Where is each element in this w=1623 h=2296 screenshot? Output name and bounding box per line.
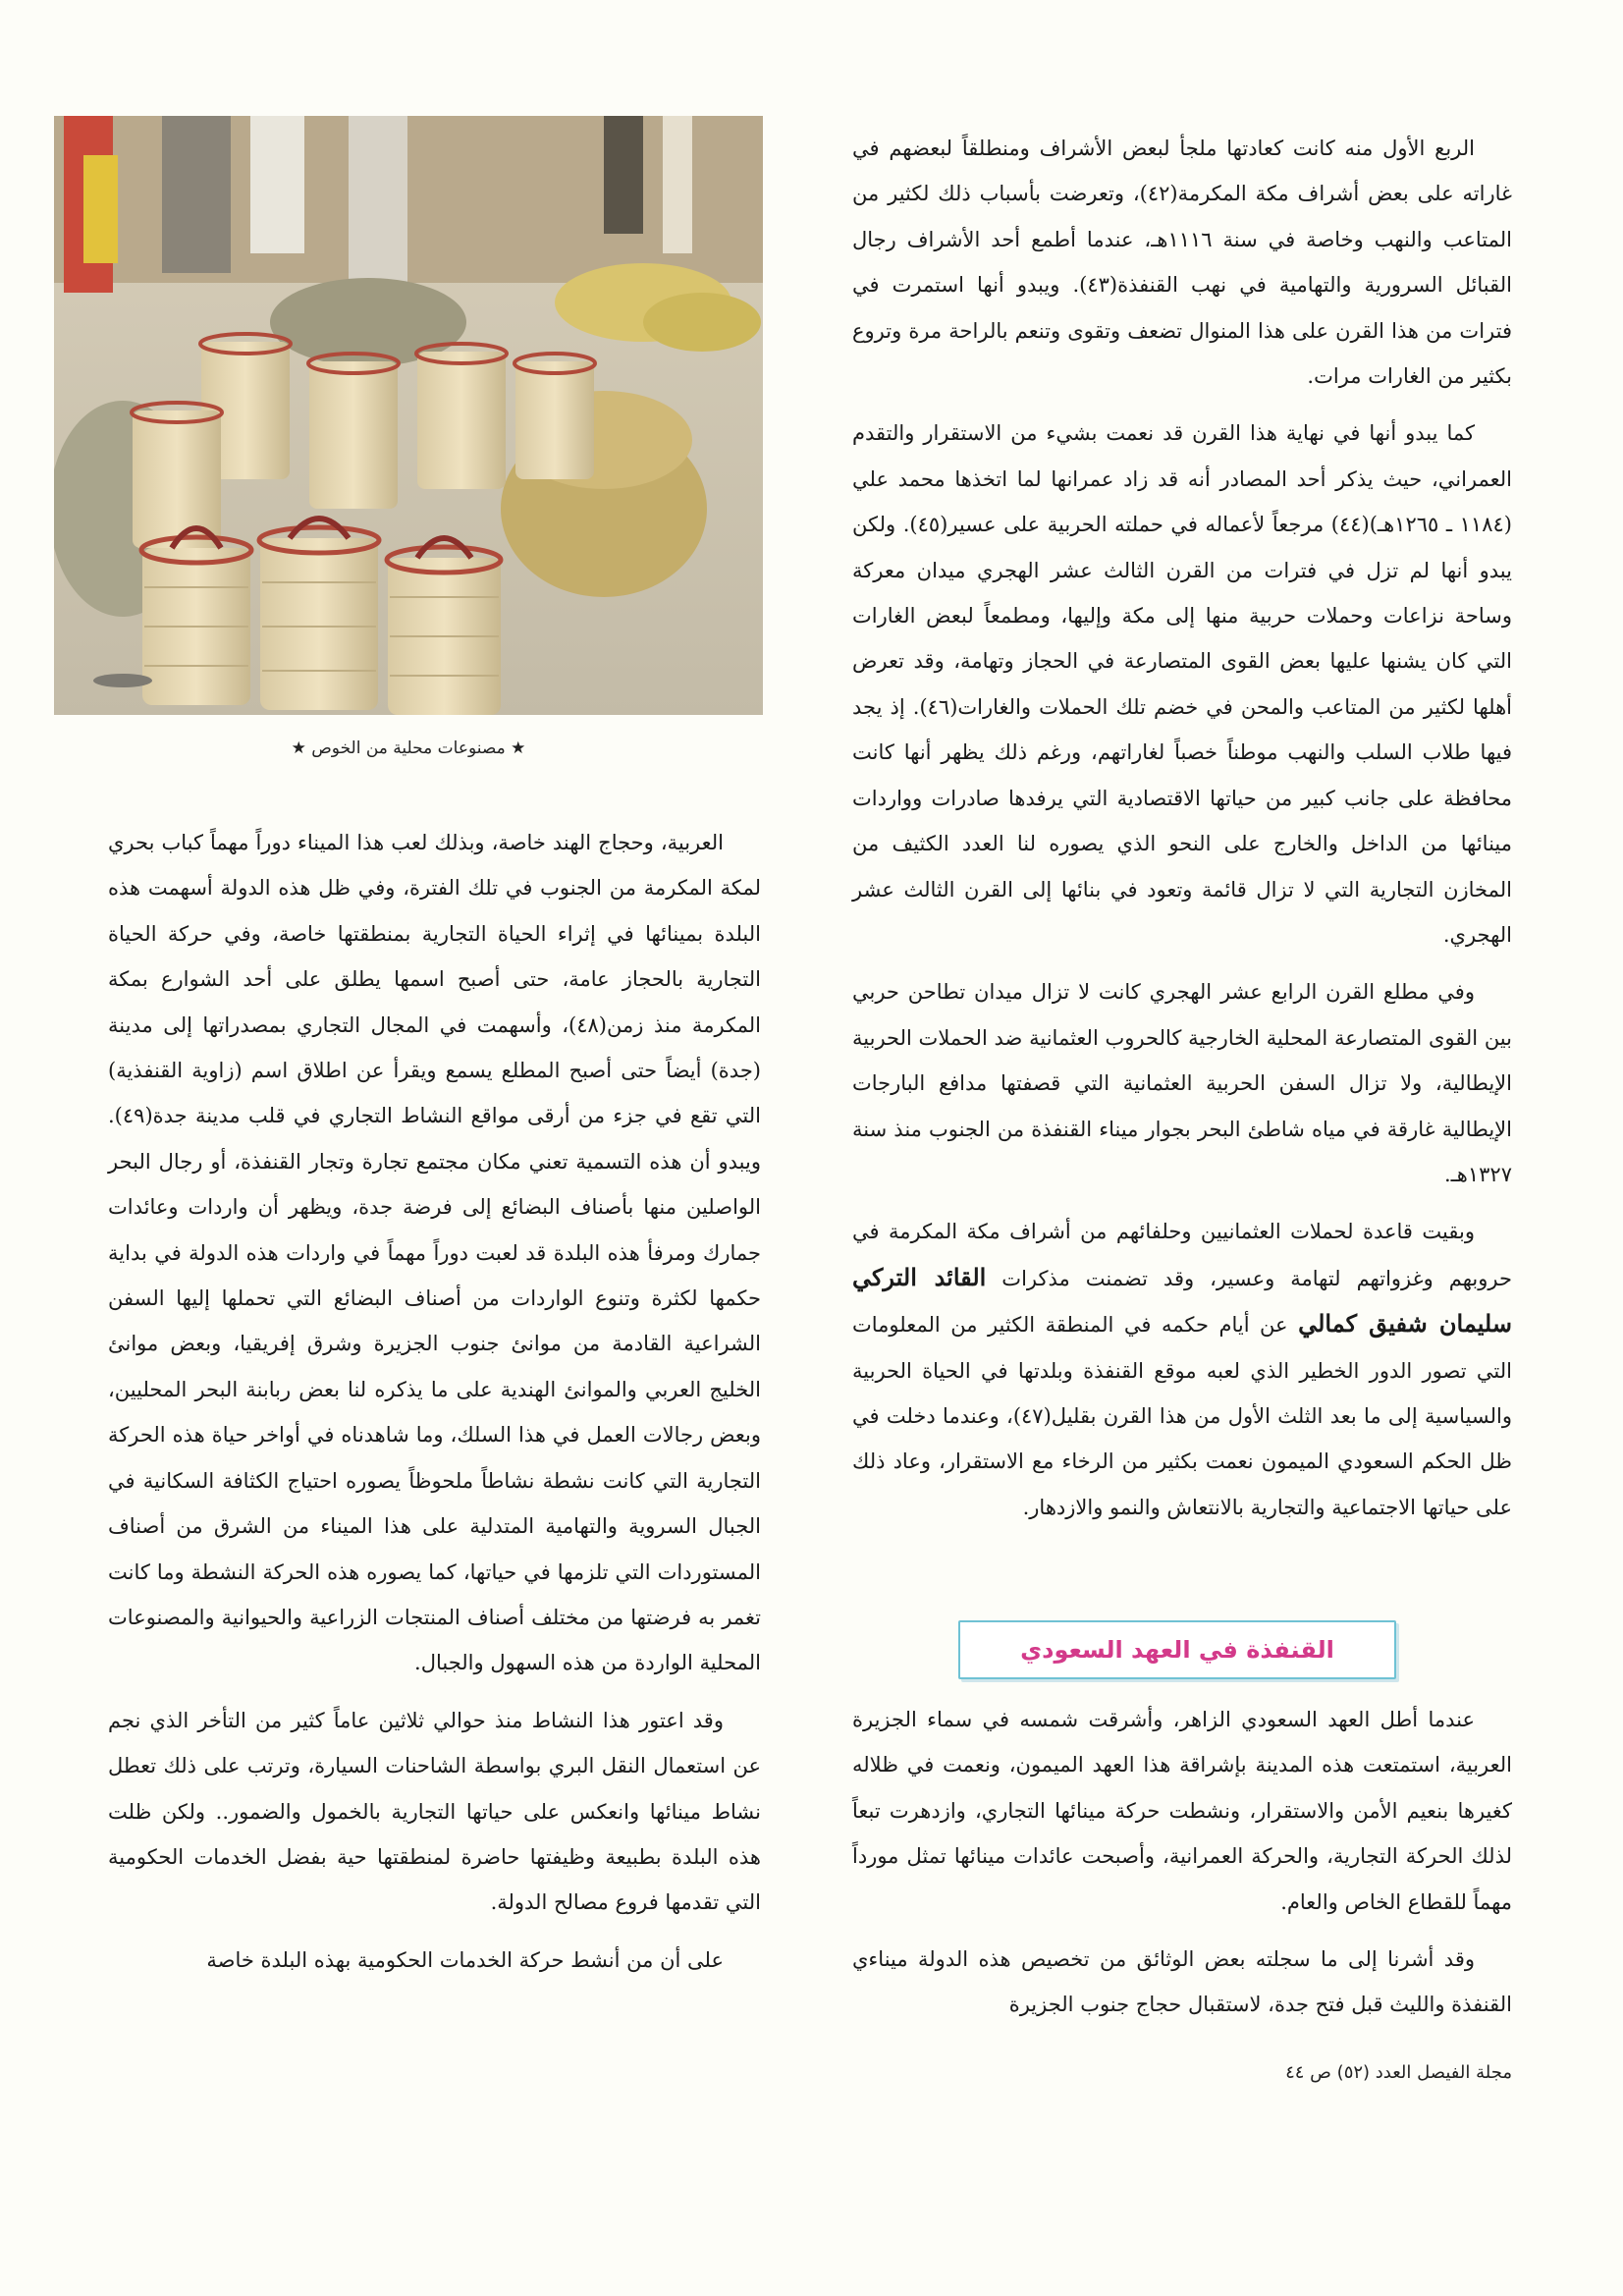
paragraph: على أن من أنشط حركة الخدمات الحكومية بهذه البلدة خاصة: [206, 1947, 724, 1972]
paragraph: وقد أشرنا إلى ما سجلته بعض الوثائق من تخصيص هذه الدولة ميناءي القنفذة والليث قبل فتح جدة، لاستقبال حجاج جنوب الجزيرة: [852, 1947, 1512, 2017]
paragraph-text: وبقيت قاعدة لحملات العثمانيين وحلفائهم من أشراف مكة المكرمة في حروبهم وغزواتهم لتهامة وعسير، وقد تضمنت مذكرات: [852, 1220, 1512, 1290]
paragraph: وفي مطلع القرن الرابع عشر الهجري كانت لا تزال ميدان تطاحن حربي بين القوى المتصارعة المحلية الخارجية كالحروب العثمانية ضد الحملات الحربية الإيطالية، ولا تزال السفن الحربية العثمانية التي قصفتها مدافع البارجات الإيطالية غارقة في مياه شاطئ البحر بجوار ميناء القنفذة من الجنوب منذ سنة ١٣٢٧هـ.: [852, 980, 1512, 1186]
paragraph-text: عن أيام حكمه في المنطقة الكثير من المعلومات التي تصور الدور الخطير الذي لعبه موقع القنفذة وبلدتها في الحياة الحربية والسياسية إلى ما بعد الثلث الأول من هذا القرن بقليل(٤٧)، وعندما دخلت في ظل الحكم السعودي الميمون نعمت بكثير من الرخاء مع الاستقرار، وعاد ذلك على حياتها الاجتماعية والتجارية بالانتعاش والنمو والازدهار.: [852, 1313, 1513, 1519]
section-heading: القنفذة في العهد السعودي: [1020, 1636, 1334, 1664]
paragraph: [852, 1209, 1512, 1530]
right-column-bottom: [852, 1697, 1512, 2028]
baskets-illustration: [54, 116, 763, 715]
page-footer: مجلة الفيصل العدد (٥٢) ص ٤٤: [1285, 2062, 1512, 2083]
paragraph: الربع الأول منه كانت كعادتها ملجأ لبعض الأشراف ومنطلقاً لبعضهم في غاراته على بعض أشراف مكة المكرمة(٤٢)، وتعرضت بأسباب ذلك لكثير من المتاعب والنهب وخاصة في سنة ١١١٦هـ، عندما أطمع أحد الأشراف رجال القبائل السرورية والتهامية في نهب القنفذة(٤٣). ويبدو أنها استمرت في فترات من هذا القرن على هذا المنوال تضعف وتقوى وتنعم بالراحة مرة وتروع بكثير من الغارات مرات.: [852, 137, 1512, 389]
paragraph: وقد اعتور هذا النشاط منذ حوالي ثلاثين عاماً كثير من التأخر الذي نجم عن استعمال النقل البري بواسطة الشاحنات السيارة، وترتب على ذلك تعطل نشاط مينائها وانعكس على حياتها التجارية بالخمول والضمور.. ولكن ظلت هذه البلدة بطبيعة وظيفتها حاضرة لمنطقتها حية بفضل الخدمات الحكومية التي تقدمها فروع مصالح الدولة.: [108, 1708, 761, 1915]
paragraph: عندما أطل العهد السعودي الزاهر، وأشرقت شمسه في سماء الجزيرة العربية، استمتعت هذه المدينة بإشراقة هذا العهد الميمون، ونعمت في ظلاله كغيرها بنعيم الأمن والاستقرار، ونشطت حركة مينائها التجاري، وازدهرت تبعاً لذلك الحركة التجارية، والحركة العمرانية، وأصبحت عائدات مينائها تمثل مورداً مهماً للقطاع الخاص والعام.: [852, 1708, 1512, 1914]
commander-name: القائد التركي سليمان شفيق كمالي: [852, 1262, 1512, 1339]
section-heading-box: [958, 1620, 1396, 1679]
left-column: [108, 820, 761, 1983]
paragraph: كما يبدو أنها في نهاية هذا القرن قد نعمت بشيء من الاستقرار والتقدم العمراني، حيث يذكر أحد المصادر أنه قد زاد عمرانها لما اتخذها محمد علي (١١٨٤ ـ ١٢٦٥هـ)(٤٤) مرجعاً لأعماله في حملته الحربية على عسير(٤٥). ولكن يبدو أنها لم تزل في فترات من القرن الثالث عشر الهجري ميدان معركة وساحة نزاعات وحملات حربية منها إلى مكة وإليها، ومطمعاً لبعض الغارات التي كان يشنها عليها بعض القوى المتصارعة في الحجاز وتهامة، وقد تعرض أهلها لكثير من المتاعب والمحن في خضم تلك الحملات والغارات(٤٦). إذ يجد فيها طلاب السلب والنهب موطناً خصباً لغاراتهم، ورغم ذلك يظهر أنها كانت محافظة على جانب كبير من حياتها الاقتصادية التي يرفدها صادرات وواردات مينائها من الداخل والخارج على النحو الذي يصوره لنا العدد الكثيف من المخازن التجارية التي لا تزال قائمة وتعود في بنائها إلى القرن الثالث عشر الهجري.: [852, 421, 1512, 947]
photo-palm-baskets: [54, 116, 763, 715]
paragraph: العربية، وحجاج الهند خاصة، وبذلك لعب هذا الميناء دوراً مهماً كباب بحري لمكة المكرمة من الجنوب في تلك الفترة، وفي ظل هذه الدولة أسهمت هذه البلدة بمينائها في إثراء الحياة التجارية بمنطقتها خاصة، وفي حركة الحياة التجارية بالحجاز عامة، حتى أصبح اسمها يطلق على أحد الشوارع بمكة المكرمة منذ زمن(٤٨)، وأسهمت في المجال التجاري بمصدراتها إلى مدينة (جدة) أيضاً حتى أصبح المطلع يسمع ويقرأ عن اطلاق اسم (زاوية القنفذية) التي تقع في جزء من أرقى مواقع النشاط التجاري في قلب مدينة جدة(٤٩). ويبدو أن هذه التسمية تعني مكان مجتمع تجارة وتجار القنفذة، أو رجال البحر الواصلين منها بأصناف البضائع إلى فرضة جدة، ويظهر أن واردات وعائدات جمارك ومرفأ هذه البلدة قد لعبت دوراً مهماً في واردات هذه الدولة في بداية حكمها لكثرة وتنوع الواردات من أصناف البضائع التي تحملها إليها السفن الشراعية القادمة من موانئ جنوب الجزيرة وشرق إفريقيا، وبعض موانئ الخليج العربي والموانئ الهندية على ما يذكره لنا بعض ربابنة البحر المحليين، وبعض رجالات العمل في هذا السلك، وما شاهدناه في أواخر حياة هذه الحركة التجارية التي كانت نشطة نشاطاً ملحوظاً يصوره احتياج الكثافة السكانية في الجبال السروية والتهامية المتدلية على هذا الميناء من الشرق من أصناف المستوردات التي تلزمها في حياتها، كما يصوره هذه الحركة النشطة وما كانت تغمر به فرضتها من مختلف أصناف المنتجات الزراعية والحيوانية والمصنوعات المحلية الواردة من هذه السهول والجبال.: [108, 831, 762, 1675]
right-column-top: [852, 126, 1512, 1530]
photo-caption: ★ مصنوعات محلية من الخوص ★: [291, 738, 526, 758]
